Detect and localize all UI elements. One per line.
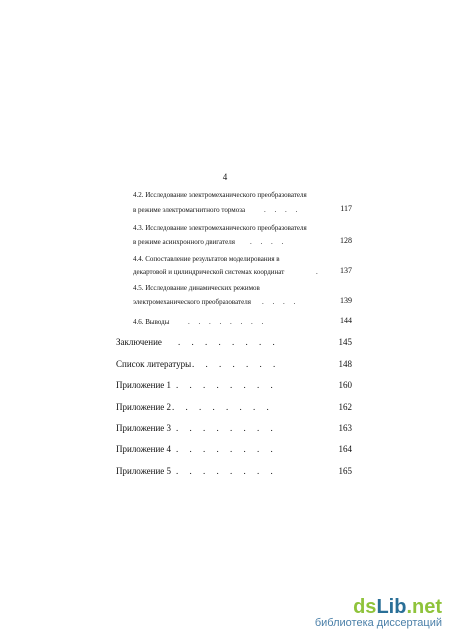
toc-page-number: 145 [338, 337, 352, 347]
toc-entry-title-line: 4.6. Выводы [133, 318, 170, 326]
toc-leader-dots: . . . . [264, 206, 298, 214]
toc-leader-dots: . . . . . . . . [176, 444, 273, 454]
toc-leader-dots: . . . . . . . . [178, 337, 275, 347]
toc-page-number: 164 [338, 444, 352, 454]
toc-page-number: 137 [340, 266, 352, 275]
toc-entry-title-line: 4.3. Исследование электромеханического преобразователя [133, 224, 307, 232]
toc-page-number: 128 [340, 236, 352, 245]
toc-page-number: 148 [338, 359, 352, 369]
toc-entry-title-line: Заключение [116, 337, 162, 347]
toc-page-number: 139 [340, 296, 352, 305]
dslib-logo: dsLib.net [353, 596, 442, 618]
toc-page-number: 165 [338, 466, 352, 476]
toc-entry-title-line: 4.5. Исследование динамических режимов [133, 284, 260, 292]
toc-leader-dots: . [316, 268, 318, 276]
toc-entry-title-line: электромеханического преобразователя [133, 298, 251, 306]
toc-page-number: 162 [338, 402, 352, 412]
page-number: 4 [222, 172, 228, 182]
toc-leader-dots: . . . . . . . . [176, 466, 273, 476]
toc-leader-dots: . . . . . . . . [176, 380, 273, 390]
toc-leader-dots: . . . . [262, 298, 296, 306]
toc-entry-title-line: Приложение 2 [116, 402, 172, 412]
toc-entry-title-line: 4.4. Сопоставление результатов моделирования в [133, 255, 280, 263]
toc-leader-dots: . . . . . . . . [176, 423, 273, 433]
watermark [292, 597, 442, 630]
toc-leader-dots: . . . . . . . [192, 359, 276, 369]
toc-entry-title-line: Приложение 4 [116, 444, 172, 454]
toc-leader-dots: . . . . . . . . [188, 318, 264, 326]
watermark-subtitle: библиотека диссертаций [314, 617, 442, 629]
toc-entry-title-line: Приложение 5 [116, 466, 172, 476]
toc-page-number: 163 [338, 423, 352, 433]
toc-entry-title-line: Приложение 3 [116, 423, 172, 433]
toc-entry-title-line: декартовой и цилиндрической системах координат [133, 268, 285, 276]
toc-entry-title-line: в режиме электромагнитного тормоза [133, 206, 246, 214]
toc-entry-title-line: в режиме асинхронного двигателя [133, 238, 235, 246]
toc-page-number: 117 [340, 204, 352, 213]
toc-page-number: 144 [340, 316, 352, 325]
toc-entry-title-line: Приложение 1 [116, 380, 172, 390]
toc-entry-title-line: 4.2. Исследование электромеханического преобразователя [133, 191, 307, 199]
toc-entry-title-line: Список литературы [116, 359, 192, 369]
toc-page-number: 160 [338, 380, 352, 390]
toc-leader-dots: . . . . . . . . [172, 402, 269, 412]
toc-leader-dots: . . . . [250, 238, 284, 246]
